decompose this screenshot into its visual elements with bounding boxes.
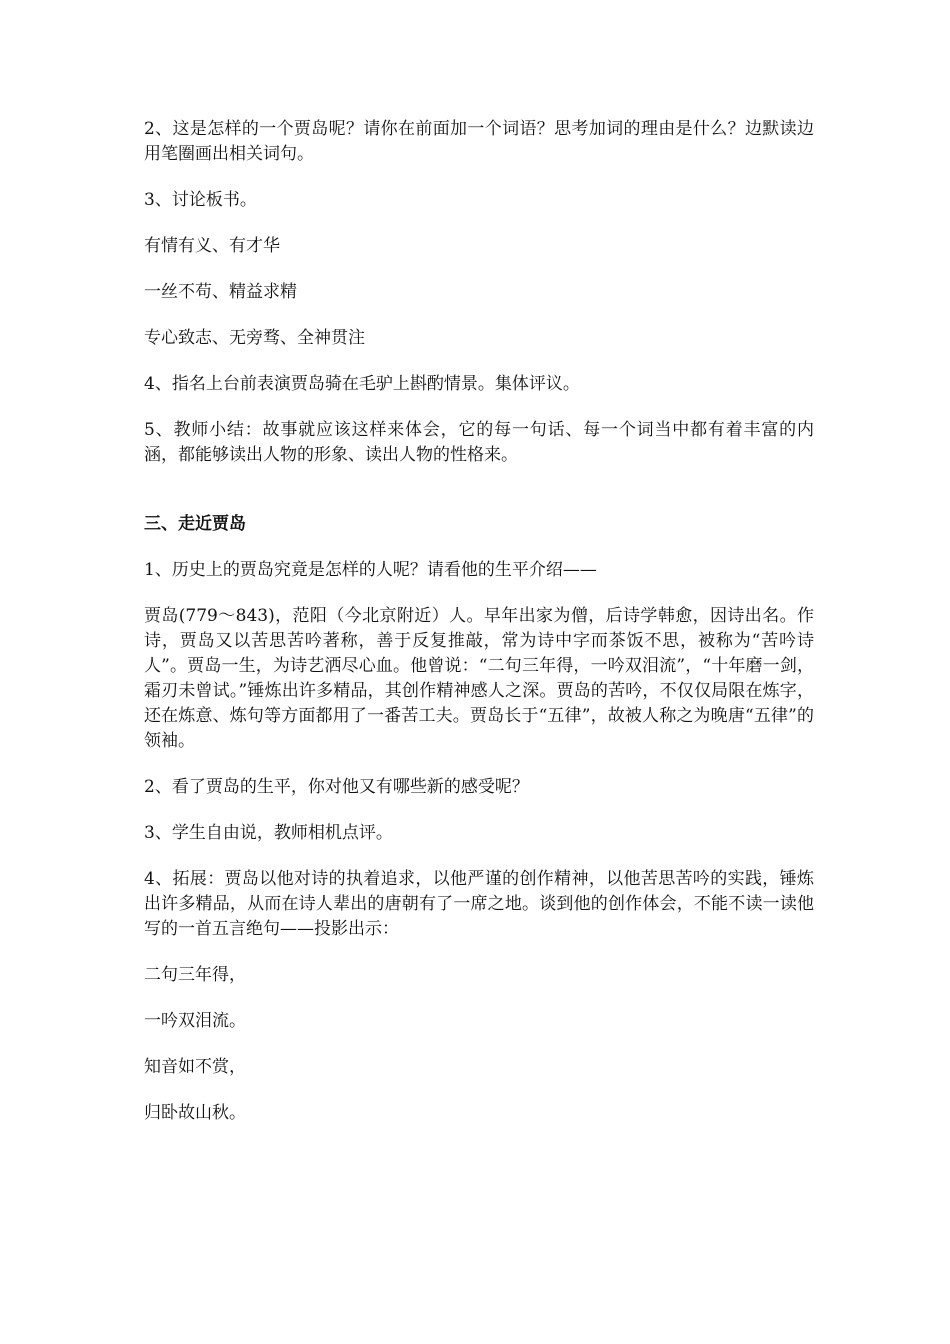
paragraph-history-question: 1、历史上的贾岛究竟是怎样的人呢？请看他的生平介绍—— bbox=[144, 560, 597, 580]
poem-line: 一吟双泪流。 bbox=[144, 1011, 246, 1031]
board-item-2: 一丝不苟、精益求精 bbox=[144, 282, 297, 302]
paragraph-performance: 4、指名上台前表演贾岛骑在毛驴上斟酌情景。集体评议。 bbox=[144, 374, 580, 394]
paragraph-new-feelings: 2、看了贾岛的生平，你对他又有哪些新的感受呢？ bbox=[144, 777, 529, 797]
poem bbox=[144, 963, 814, 1126]
document-page bbox=[144, 117, 814, 1147]
board-item-3: 专心致志、无旁骛、全神贯注 bbox=[144, 328, 365, 348]
paragraph-question-2: 2、这是怎样的一个贾岛呢？请你在前面加一个词语？思考加词的理由是什么？边默读边用笔圈画出相关词句。 bbox=[144, 119, 814, 164]
poem-line: 归卧故山秋。 bbox=[144, 1103, 246, 1123]
paragraph-biography: 贾岛(779～843)，范阳（今北京附近）人。早年出家为僧，后诗学韩愈，因诗出名。作诗，贾岛又以苦思苦吟著称，善于反复推敲，常为诗中字而茶饭不思，被称为“苦吟诗人”。贾岛一生，为诗艺洒尽心血。他曾说：“二句三年得，一吟双泪流”，“十年磨一剑，霜刃未曾试。”锤炼出许多精品，其创作精神感人之深。贾岛的苦吟，不仅仅局限在炼字，还在炼意、炼句等方面都用了一番苦工夫。贾岛长于“五律”，故被人称之为晚唐“五律”的领袖。 bbox=[144, 606, 814, 751]
paragraph-discussion-board: 3、讨论板书。 bbox=[144, 190, 257, 210]
board-item-1: 有情有义、有才华 bbox=[144, 236, 280, 256]
poem-line: 二句三年得， bbox=[144, 965, 246, 985]
paragraph-student-discussion: 3、学生自由说，教师相机点评。 bbox=[144, 823, 393, 843]
paragraph-teacher-summary: 5、教师小结：故事就应该这样来体会，它的每一句话、每一个词当中都有着丰富的内涵，都能够读出人物的形象、读出人物的性格来。 bbox=[144, 420, 814, 465]
section-heading: 三、走近贾岛 bbox=[144, 514, 246, 534]
paragraph-extension: 4、拓展：贾岛以他对诗的执着追求，以他严谨的创作精神，以他苦思苦吟的实践，锤炼出许多精品，从而在诗人辈出的唐朝有了一席之地。谈到他的创作体会，不能不读一读他写的一首五言绝句——投影出示： bbox=[144, 869, 814, 939]
poem-line: 知音如不赏， bbox=[144, 1057, 246, 1077]
